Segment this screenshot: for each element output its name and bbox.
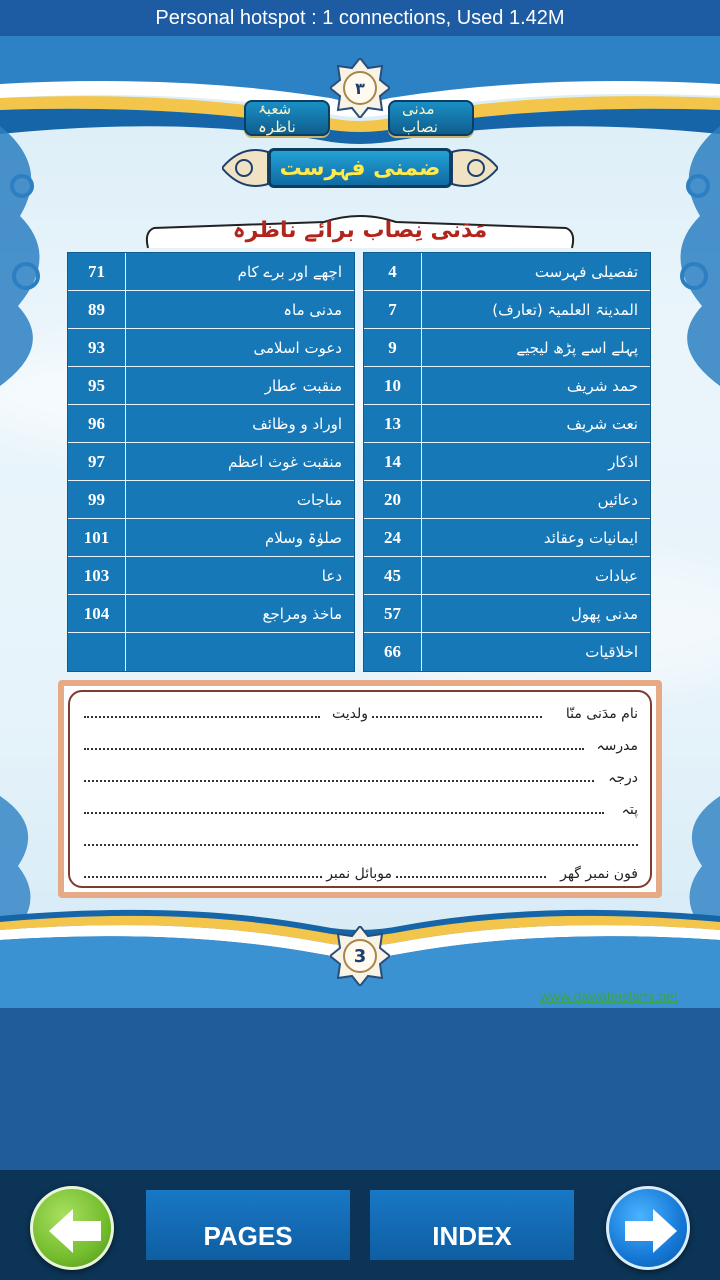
toc-page-number: 57 — [364, 595, 422, 633]
form-row-school — [78, 732, 638, 762]
toc-row[interactable] — [364, 595, 650, 633]
index-button[interactable]: INDEX — [370, 1190, 574, 1260]
grade-label: درجہ — [608, 770, 638, 786]
page-number-medallion — [330, 58, 390, 118]
mobile-field[interactable] — [84, 876, 322, 878]
toc-title: اچھے اور برے کام — [237, 263, 342, 281]
toc-title: دعا — [321, 567, 342, 585]
form-row-phone — [78, 860, 638, 890]
toc-row[interactable] — [68, 595, 354, 633]
toc-title: تفصیلی فہرست — [534, 263, 638, 281]
toc-title: اخلاقیات — [585, 643, 638, 661]
form-row-grade — [78, 764, 638, 794]
tag-shoba-nazra — [244, 100, 330, 136]
toc-row[interactable] — [364, 329, 650, 367]
title-banner — [222, 144, 498, 192]
toc-row[interactable] — [364, 405, 650, 443]
toc-page-number: 89 — [68, 291, 126, 329]
navigation-bar — [0, 1170, 720, 1280]
toc-page-number: 104 — [68, 595, 126, 633]
toc-row[interactable] — [364, 253, 650, 291]
toc-title: اذکار — [608, 453, 638, 471]
reader-background — [0, 1008, 720, 1170]
parent-label: ولدیت — [331, 706, 368, 722]
toc-row[interactable] — [68, 291, 354, 329]
back-arrow-icon — [45, 1203, 105, 1259]
toc-page-number: 4 — [364, 253, 422, 291]
toc-title: صلوٰۃ وسلام — [264, 529, 342, 547]
forward-arrow-icon — [621, 1203, 681, 1259]
right-floral-ornament — [650, 126, 720, 386]
toc-page-number: 93 — [68, 329, 126, 367]
toc-title: دعوت اسلامی — [253, 339, 342, 357]
toc-row[interactable] — [68, 443, 354, 481]
toc-row[interactable] — [364, 519, 650, 557]
toc-page-number: 71 — [68, 253, 126, 291]
toc-page-number: 9 — [364, 329, 422, 367]
toc-page-number: 14 — [364, 443, 422, 481]
form-row-address-2 — [78, 828, 638, 858]
subtitle-ribbon — [144, 208, 576, 254]
address-label: پتہ — [621, 802, 638, 818]
toc-row[interactable] — [68, 253, 354, 291]
toc-left-column — [67, 252, 355, 672]
toc-row-empty — [68, 633, 354, 671]
toc-title: حمد شریف — [566, 377, 638, 395]
parent-field[interactable] — [84, 716, 320, 718]
toc-title: ایمانیات وعقائد — [543, 529, 638, 547]
school-label: مدرسہ — [596, 738, 638, 754]
school-field[interactable] — [84, 748, 584, 750]
toc-title: مدنی پھول — [570, 605, 638, 623]
toc-row[interactable] — [364, 443, 650, 481]
student-info-form — [58, 680, 662, 898]
bottom-page-number-medallion — [330, 926, 390, 986]
toc-row[interactable] — [68, 481, 354, 519]
toc-row[interactable] — [68, 405, 354, 443]
toc-title: اوراد و وظائف — [252, 415, 342, 433]
toc-page-number: 24 — [364, 519, 422, 557]
toc-page-number: 7 — [364, 291, 422, 329]
toc-page-number: 95 — [68, 367, 126, 405]
toc-title: پہلے اسے پڑھ لیجیے — [516, 339, 638, 357]
toc-page-number: 20 — [364, 481, 422, 519]
toc-page-number: 13 — [364, 405, 422, 443]
left-floral-ornament — [0, 126, 70, 386]
toc-row[interactable] — [364, 481, 650, 519]
address-field-2[interactable] — [84, 844, 638, 846]
toc-row[interactable] — [364, 367, 650, 405]
status-bar — [0, 0, 720, 36]
toc-row[interactable] — [68, 519, 354, 557]
toc-row[interactable] — [364, 291, 650, 329]
toc-page-number: 10 — [364, 367, 422, 405]
toc-row[interactable] — [68, 557, 354, 595]
form-row-name — [78, 700, 638, 730]
toc-right-column — [363, 252, 651, 672]
toc-title: نعت شریف — [566, 415, 638, 433]
name-label: نام مدَنی منّا — [565, 706, 638, 722]
toc-title: منقبت غوث اعظم — [227, 453, 342, 471]
toc-title: المدینۃ العلمیۃ (تعارف) — [492, 301, 638, 319]
page-number: 3 — [353, 945, 367, 967]
phone-label: فون نمبر گھر — [560, 866, 638, 882]
toc-title: مدنی ماہ — [283, 301, 342, 319]
toc-page-number: 101 — [68, 519, 126, 557]
toc-row[interactable] — [68, 329, 354, 367]
toc-page-number: 66 — [364, 633, 422, 671]
pages-button[interactable]: PAGES — [146, 1190, 350, 1260]
banner-title: ضمنی فہرست — [268, 148, 452, 188]
toc-title: عبادات — [594, 567, 638, 585]
status-text: Personal hotspot : 1 connections, Used 1.42M — [155, 6, 565, 29]
website-link[interactable]: www.dawateislami.net — [540, 988, 678, 1004]
toc-page-number: 99 — [68, 481, 126, 519]
mobile-label: موبائل نمبر — [326, 866, 392, 882]
toc-title: دعائیں — [597, 491, 638, 509]
back-button[interactable] — [30, 1186, 114, 1270]
page-number-urdu: ۳ — [355, 78, 365, 98]
toc-row[interactable] — [68, 367, 354, 405]
toc-page-number: 45 — [364, 557, 422, 595]
subtitle-title: مَدَنی نِصاب برائے ناظرہ — [232, 217, 488, 243]
tag-madani-nisab-label: مدنی نصاب — [402, 100, 438, 136]
toc-page-number: 103 — [68, 557, 126, 595]
phone-field[interactable] — [396, 876, 546, 878]
toc-row[interactable] — [364, 557, 650, 595]
toc-row[interactable] — [364, 633, 650, 671]
tag-madani-nisab — [388, 100, 474, 136]
address-field[interactable] — [84, 812, 604, 814]
toc-title — [126, 633, 352, 671]
toc-title: مناجات — [296, 491, 342, 509]
book-page — [0, 36, 720, 1008]
toc-page-number — [68, 633, 126, 671]
toc-page-number: 96 — [68, 405, 126, 443]
tag-shoba-nazra-label: شعبۂ ناظرہ — [258, 100, 296, 136]
form-row-address — [78, 796, 638, 826]
next-button[interactable] — [606, 1186, 690, 1270]
name-field[interactable] — [372, 716, 542, 718]
toc-page-number: 97 — [68, 443, 126, 481]
grade-field[interactable] — [84, 780, 594, 782]
toc-title: ماخذ ومراجع — [262, 605, 342, 623]
toc-title: منقبت عطار — [264, 377, 342, 395]
